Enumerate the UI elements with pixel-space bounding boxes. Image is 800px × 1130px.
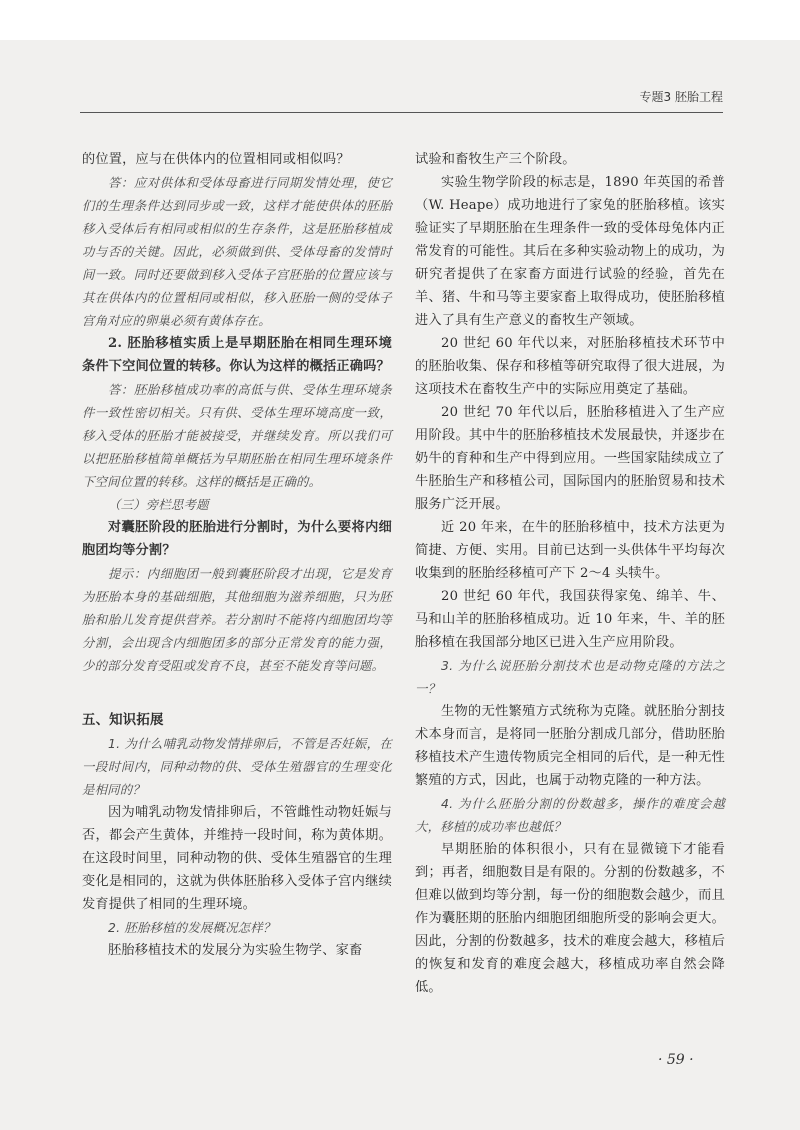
left-paragraph: 答：胚胎移植成功率的高低与供、受体生理环境条件一致性密切相关。只有供、受体生理环境高度一致，移入受体的胚胎才能被接受，并继续发育。所以我们可以把胚胎移植简单概括为早期胚胎在相同生理环境条件下空间位置的转移。这样的概括是正确的。 <box>82 382 392 489</box>
left-paragraph: 的位置，应与在供体内的位置相同或相似吗？ <box>82 152 350 167</box>
right-paragraph: 3. 为什么说胚胎分割技术也是动物克隆的方法之一？ <box>415 658 725 696</box>
left-column <box>82 148 392 962</box>
header-title: 专题3 胚胎工程 <box>639 90 723 104</box>
page-number: · 59 · <box>658 1052 694 1068</box>
page-header <box>80 86 723 113</box>
left-paragraph: 1. 为什么哺乳动物发情排卵后，不管是否妊娠，在一段时间内，同种动物的供、受体生殖器官的生理变化是相同的？ <box>82 736 392 797</box>
right-paragraph: 4. 为什么胚胎分割的份数越多，操作的难度会越大，移植的成功率也越低？ <box>415 796 725 834</box>
right-paragraph: 20 世纪 60 年代以来，对胚胎移植技术环节中的胚胎收集、保存和移植等研究取得了很大进展，为这项技术在畜牧生产中的实际应用奠定了基础。 <box>415 336 725 397</box>
right-paragraph: 20 世纪 60 年代，我国获得家兔、绵羊、牛、马和山羊的胚胎移植成功。近 10 年来，牛、羊的胚胎移植在我国部分地区已进入生产应用阶段。 <box>415 589 725 650</box>
left-paragraph: 五、知识拓展 <box>82 712 164 728</box>
right-paragraph: 近 20 年来，在牛的胚胎移植中，技术方法更为简捷、方便、实用。目前已达到一头供体牛平均每次收集到的胚胎经移植可产下 2～4 头犊牛。 <box>415 520 725 581</box>
left-paragraph: （三）旁栏思考题 <box>108 497 209 512</box>
left-paragraph: 答：应对供体和受体母畜进行同期发情处理，使它们的生理条件达到同步或一致，这样才能使供体的胚胎移入受体后有相同或相似的生存条件，这是胚胎移植成功与否的关键。因此，必须做到供、受体母畜的发情时间一致。同时还要做到移入受体子宫胚胎的位置应该与其在供体内的位置相同或相似，移入胚胎一侧的受体子宫角对应的卵巢必须有黄体存在。 <box>82 175 392 328</box>
left-paragraph: 因为哺乳动物发情排卵后，不管雌性动物妊娠与否，都会产生黄体，并维持一段时间，称为黄体期。在这段时间里，同种动物的供、受体生殖器官的生理变化是相同的，这就为供体胚胎移入受体子宫内继续发育提供了相同的生理环境。 <box>82 805 392 912</box>
left-paragraph: 2. 胚胎移植实质上是早期胚胎在相同生理环境条件下空间位置的转移。你认为这样的概括正确吗？ <box>82 336 392 374</box>
left-paragraph: 对囊胚阶段的胚胎进行分割时，为什么要将内细胞团均等分割？ <box>82 520 392 558</box>
right-paragraph: 试验和畜牧生产三个阶段。 <box>415 152 576 167</box>
left-paragraph: 提示：内细胞团一般到囊胚阶段才出现，它是发育为胚胎本身的基础细胞，其他细胞为滋养细胞，只为胚胎和胎儿发育提供营养。若分割时不能将内细胞团均等分割，会出现含内细胞团多的部分正常发育的能力强，少的部分发育受阻或发育不良，甚至不能发育等问题。 <box>82 566 392 673</box>
left-paragraph: 胚胎移植技术的发展分为实验生物学、家畜 <box>108 943 363 958</box>
right-paragraph: 早期胚胎的体积很小，只有在显微镜下才能看到；再者，细胞数目是有限的。分割的份数越多，不但难以做到均等分割，每一份的细胞数会越少，而且作为囊胚期的胚胎内细胞团细胞所受的影响会更大。因此，分割的份数越多，技术的难度会越大，移植后的恢复和发育的难度会越大，移植成功率自然会降低。 <box>415 842 725 995</box>
right-paragraph: 实验生物学阶段的标志是，1890 年英国的希普（W. Heape）成功地进行了家兔的胚胎移植。该实验证实了早期胚胎在生理条件一致的受体母兔体内正常发育的可能性。其后在多种实验动物上的成功，为研究者提供了在家畜方面进行试验的经验，首先在羊、猪、牛和马等主要家畜上取得成功，使胚胎移植进入了具有生产意义的畜牧生产领域。 <box>415 175 725 328</box>
right-paragraph: 生物的无性繁殖方式统称为克隆。就胚胎分割技术本身而言，是将同一胚胎分割成几部分，借助胚胎移植技术产生遗传物质完全相同的后代，是一种无性繁殖的方式，因此，也属于动物克隆的一种方法。 <box>415 704 725 788</box>
left-paragraph: 2. 胚胎移植的发展概况怎样？ <box>108 920 276 935</box>
right-paragraph: 20 世纪 70 年代以后，胚胎移植进入了生产应用阶段。其中牛的胚胎移植技术发展最快，并逐步在奶牛的育种和生产中得到应用。一些国家陆续成立了牛胚胎生产和移植公司，国际国内的胚胎贸易和技术服务广泛开展。 <box>415 405 725 512</box>
right-column <box>415 148 725 999</box>
